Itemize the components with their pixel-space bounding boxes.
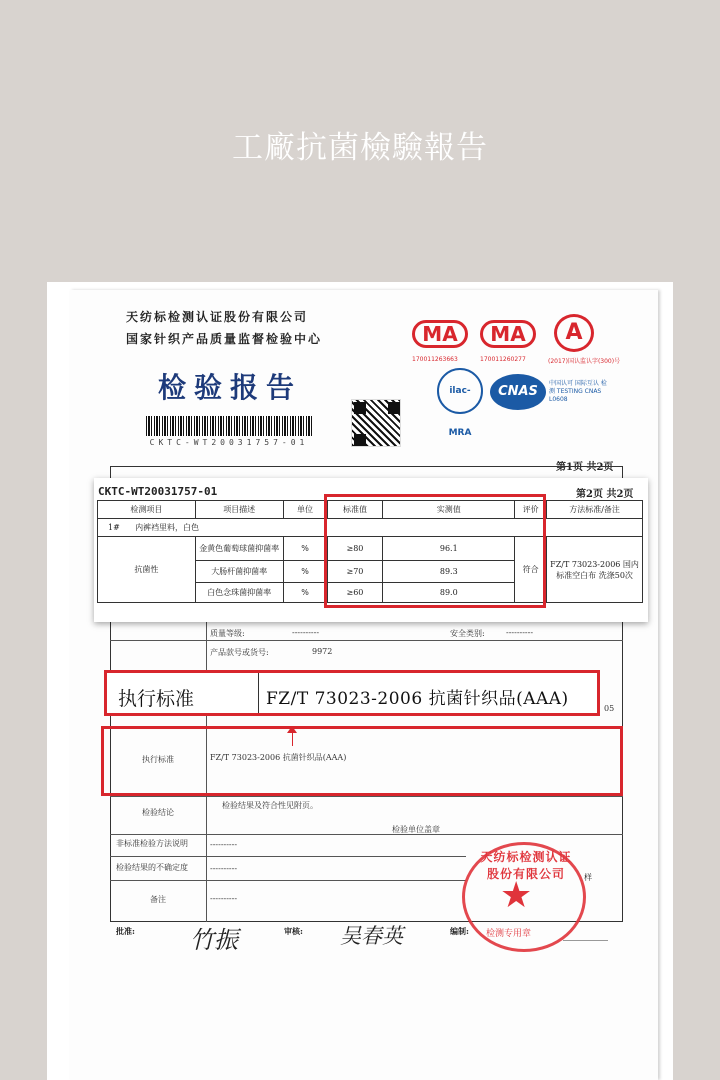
compile-signature-line xyxy=(563,940,608,954)
uncertainty-value: ---------- xyxy=(210,864,238,873)
remarks-value: ---------- xyxy=(210,894,238,903)
report-title: 检验报告 xyxy=(158,371,303,404)
highlighted-standard-label: 执行标准 xyxy=(118,688,195,710)
conclusion-label: 检验结论 xyxy=(142,808,174,817)
cnas-caption: 中国认可 国际互认 检测 TESTING CNAS L0608 xyxy=(549,380,607,403)
cma-logo-icon: MA xyxy=(412,320,468,348)
header-cell: 标准值 xyxy=(327,501,383,519)
org-subname: 国家针织产品质量监督检验中心 xyxy=(126,332,323,346)
product-no-label: 产品款号或货号: xyxy=(210,648,269,657)
cal-logo-icon: A xyxy=(554,314,594,352)
cnas-logo-icon: CNAS xyxy=(490,374,546,410)
right-edge-fragment: 05 xyxy=(604,704,615,713)
cma-number: 170011263663 xyxy=(412,356,458,363)
nonstandard-method-label: 非标准检验方法说明 xyxy=(116,839,188,848)
org-name: 天纺标检测认证股份有限公司 xyxy=(126,310,309,324)
table-line xyxy=(110,834,623,835)
unit-cell: % xyxy=(283,561,327,583)
table-line xyxy=(110,880,466,881)
standard-cell: ≥80 xyxy=(327,537,383,561)
header-cell: 检测项目 xyxy=(98,501,196,519)
unit-stamp-label: 检验单位盖章 xyxy=(392,825,440,834)
nonstandard-method-value: ---------- xyxy=(210,840,238,849)
remarks-label: 备注 xyxy=(150,895,166,904)
standard-label: 执行标准 xyxy=(142,755,174,764)
unit-cell: % xyxy=(283,583,327,603)
desc-cell: 金黄色葡萄球菌抑菌率 xyxy=(195,537,283,561)
standard-cell: ≥60 xyxy=(327,583,383,603)
header-cell: 实测值 xyxy=(383,501,515,519)
header-cell: 项目描述 xyxy=(195,501,283,519)
side-char: 样 xyxy=(584,873,592,882)
sample-no: 1# xyxy=(108,523,120,532)
safety-category-value: ---------- xyxy=(506,628,534,637)
quality-grade-label: 质量等级: xyxy=(210,629,245,638)
ilac-mra-logo-icon: ilac-MRA xyxy=(437,368,483,414)
product-no-value: 9972 xyxy=(312,647,333,656)
sample-desc: 内裤裆里料，白色 xyxy=(135,523,200,532)
page-indicator: 第1页 共2页 xyxy=(556,462,614,473)
table-line xyxy=(110,640,623,641)
measured-cell: 96.1 xyxy=(383,537,515,561)
quality-grade-value: ---------- xyxy=(292,628,320,637)
highlighted-standard-divider xyxy=(258,673,259,713)
cal-number: (2017)国认监认字(300)号 xyxy=(548,358,621,365)
table-line xyxy=(110,796,623,797)
cma-number-2: 170011260277 xyxy=(480,356,526,363)
conclusion-value: 检验结果及符合性见附页。 xyxy=(222,801,318,810)
overlay-page-indicator: 第2页 共2页 xyxy=(576,489,634,500)
seal-star-icon: ★ xyxy=(500,875,533,916)
page-title: 工廠抗菌檢驗報告 xyxy=(232,130,488,166)
header-cell: 方法标准/备注 xyxy=(547,501,643,519)
evaluation-cell: 符合 xyxy=(515,537,547,603)
seal-bottom-text: 检测专用章 xyxy=(486,929,532,939)
measured-cell: 89.3 xyxy=(383,561,515,583)
barcode xyxy=(146,416,312,436)
desc-cell: 大肠杆菌抑菌率 xyxy=(195,561,283,583)
approve-signature: 竹振 xyxy=(190,926,238,954)
header-cell: 单位 xyxy=(283,501,327,519)
barcode-text: CKTC-WT20031757-01 xyxy=(149,438,309,447)
highlighted-standard-value: FZ/T 73023-2006 抗菌针织品(AAA) xyxy=(266,689,569,709)
seal-text: 天纺标检测认证股份有限公司 xyxy=(480,850,572,881)
measured-cell: 89.0 xyxy=(383,583,515,603)
approve-label: 批准: xyxy=(116,926,135,936)
method-cell: FZ/T 73023-2006 国内标准空白布 洗涤50次 xyxy=(547,537,643,603)
review-signature: 吴春英 xyxy=(340,924,403,948)
standard-row-highlight xyxy=(101,726,623,796)
compile-label: 编制: xyxy=(450,926,469,936)
qr-code-icon xyxy=(351,399,401,447)
standard-value: FZ/T 73023-2006 抗菌针织品(AAA) xyxy=(210,753,347,762)
overlay-report-id: CKTC-WT20031757-01 xyxy=(98,485,218,498)
header-cell: 评价 xyxy=(515,501,547,519)
unit-cell: % xyxy=(283,537,327,561)
desc-cell: 白色念珠菌抑菌率 xyxy=(195,583,283,603)
values-highlight-box xyxy=(324,494,546,608)
category-cell: 抗菌性 xyxy=(98,537,196,603)
cma-logo-icon-2: MA xyxy=(480,320,536,348)
safety-category-label: 安全类别: xyxy=(450,629,485,638)
standard-cell: ≥70 xyxy=(327,561,383,583)
review-label: 审核: xyxy=(284,926,303,936)
table-line xyxy=(110,856,466,857)
uncertainty-label: 检验结果的不确定度 xyxy=(116,863,188,872)
